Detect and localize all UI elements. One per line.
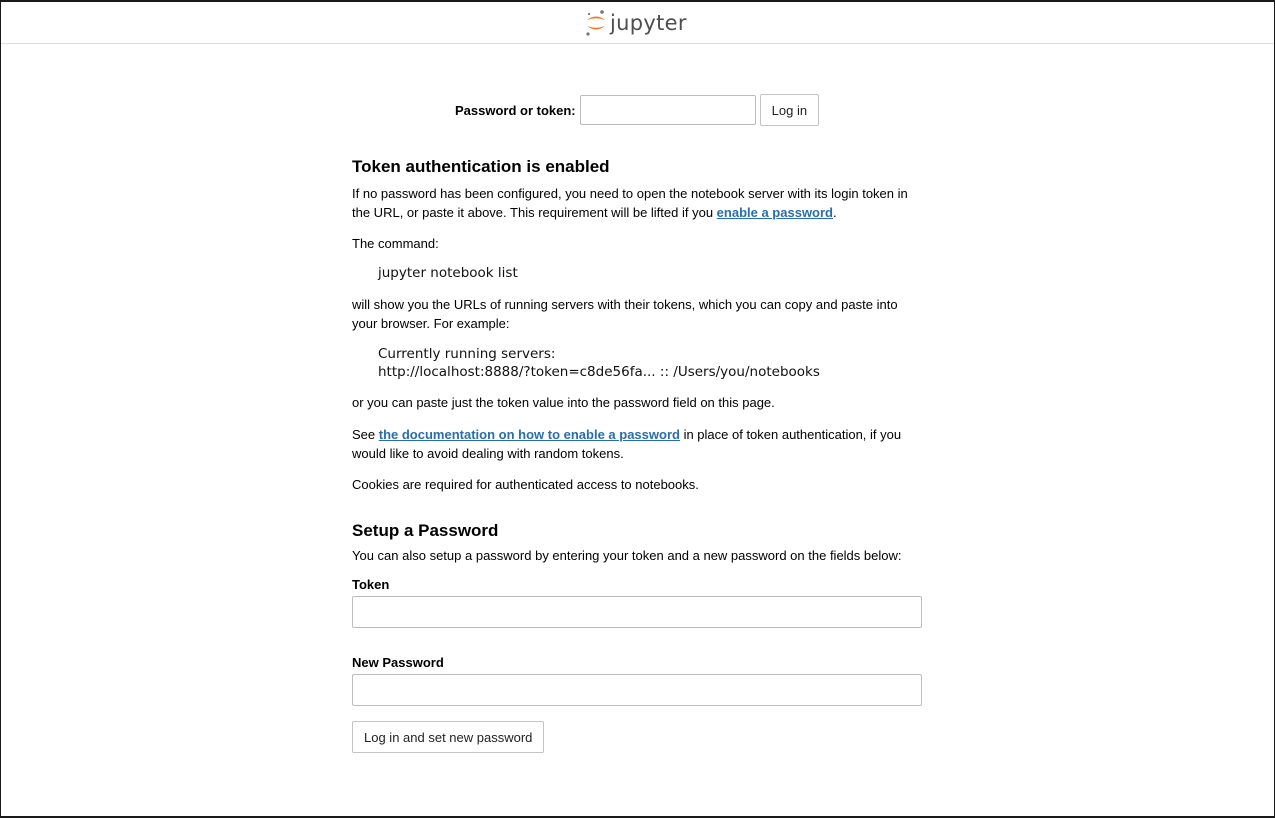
token-intro-end: . bbox=[833, 205, 837, 220]
setup-description: You can also setup a password by entering your token and a new password on the fields below: bbox=[352, 548, 902, 563]
cookies-paragraph: Cookies are required for authenticated access to notebooks. bbox=[352, 477, 699, 492]
jupyter-logo-icon bbox=[585, 9, 607, 37]
documentation-paragraph bbox=[352, 425, 924, 463]
login-and-set-password-button[interactable]: Log in and set new password bbox=[352, 721, 544, 753]
password-input[interactable] bbox=[580, 95, 756, 125]
explain-paragraph: will show you the URLs of running servers with their tokens, which you can copy and paste into your browser. For example: bbox=[352, 297, 898, 331]
main-content bbox=[352, 154, 924, 753]
example-output bbox=[378, 345, 924, 381]
header-bar bbox=[1, 2, 1274, 44]
see-suffix: in place of token authentication, if you would like to avoid dealing with random tokens. bbox=[352, 427, 902, 461]
token-auth-heading: Token authentication is enabled bbox=[352, 157, 610, 176]
paste-token-paragraph: or you can paste just the token value into the password field on this page. bbox=[352, 395, 775, 410]
command-example: jupyter notebook list bbox=[378, 265, 518, 281]
example-output-line-1: Currently running servers: bbox=[378, 346, 556, 362]
new-password-input[interactable] bbox=[352, 674, 922, 706]
login-form bbox=[455, 94, 819, 126]
command-label: The command: bbox=[352, 236, 439, 251]
see-prefix: See bbox=[352, 427, 379, 442]
example-output-line-2: http://localhost:8888/?token=c8de56fa... :: /Users/you/notebooks bbox=[378, 364, 820, 380]
token-intro-paragraph bbox=[352, 184, 924, 222]
token-field-label: Token bbox=[352, 577, 390, 592]
login-button[interactable]: Log in bbox=[760, 94, 819, 126]
token-input[interactable] bbox=[352, 596, 922, 628]
token-intro-text: If no password has been configured, you need to open the notebook server with its login token in the URL, or paste it above. This requirement will be lifted if you bbox=[352, 186, 908, 220]
documentation-link[interactable]: the documentation on how to enable a password bbox=[378, 427, 680, 442]
jupyter-logo[interactable] bbox=[585, 8, 687, 38]
password-or-token-label: Password or token: bbox=[455, 102, 576, 118]
new-password-field-label: New Password bbox=[352, 655, 444, 670]
enable-password-link[interactable]: enable a password bbox=[716, 205, 833, 220]
logo-text: jupyter bbox=[610, 11, 687, 35]
setup-password-heading: Setup a Password bbox=[352, 521, 499, 540]
